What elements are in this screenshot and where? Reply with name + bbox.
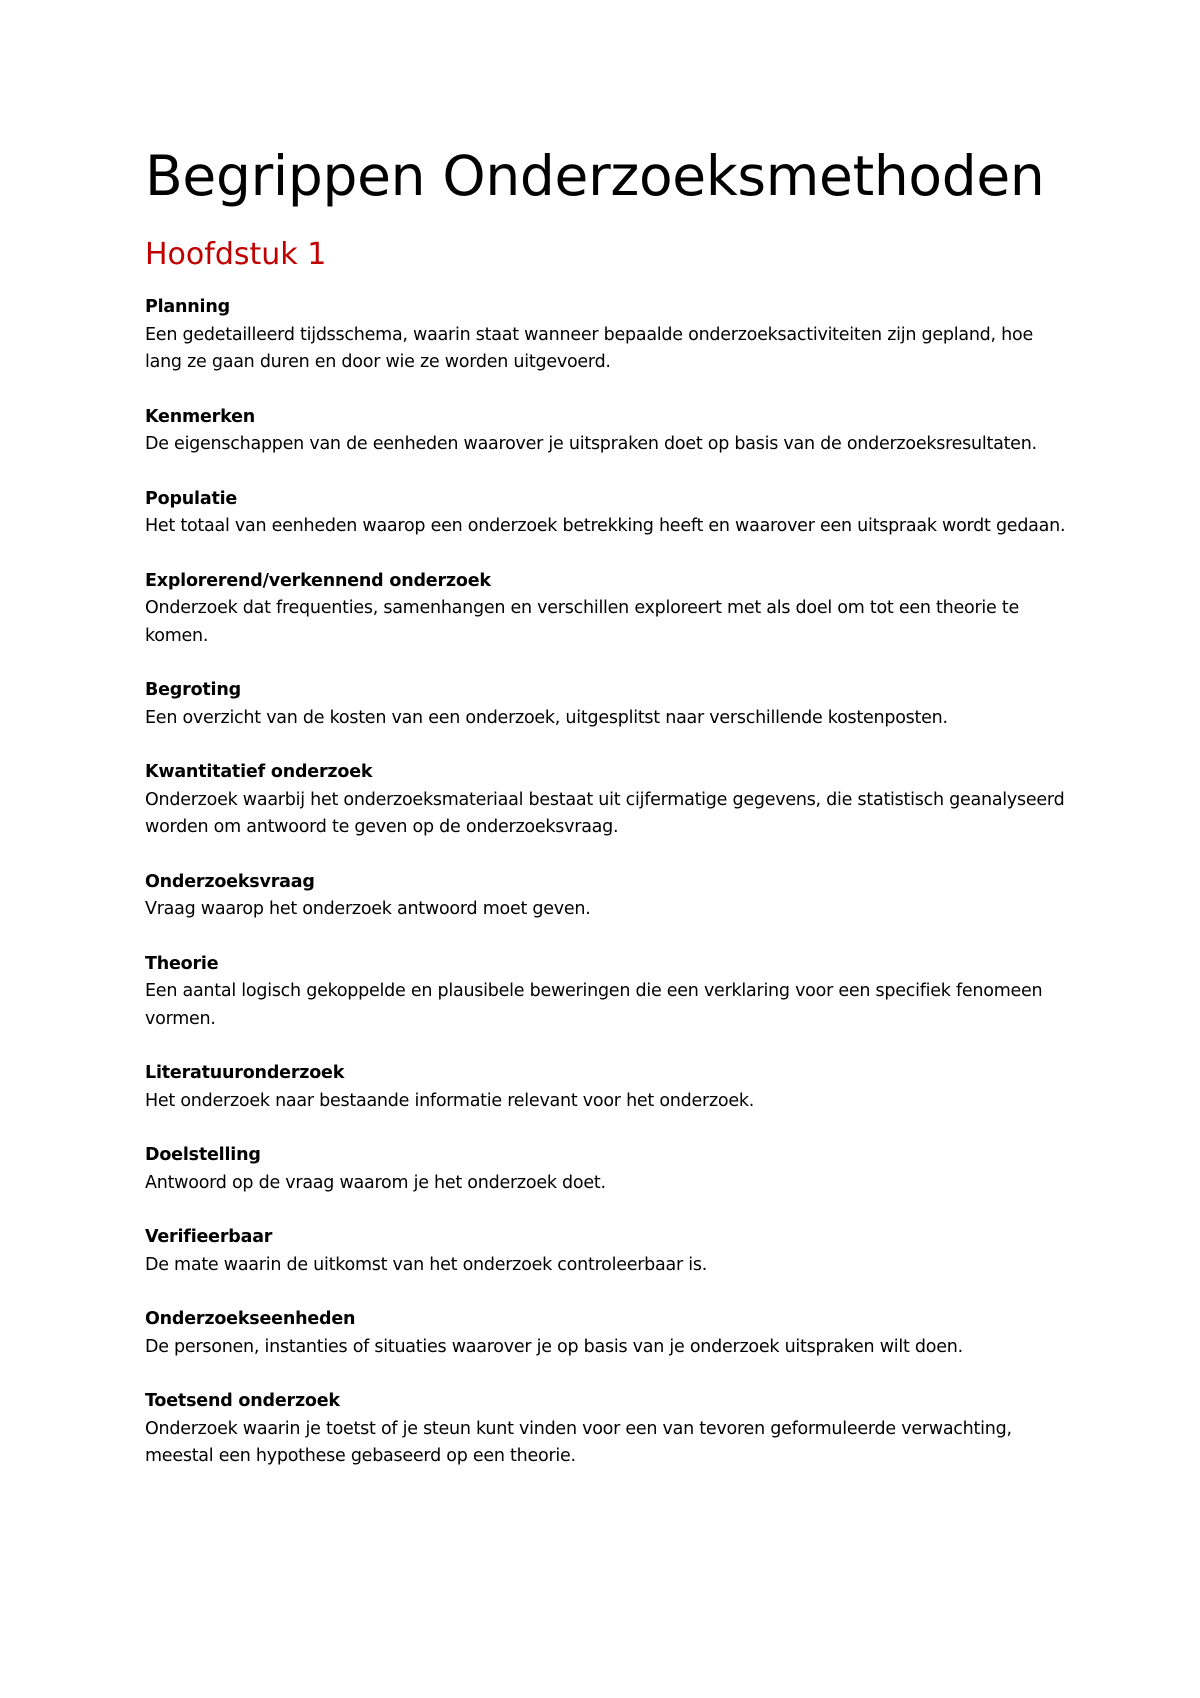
term-begroting: [145, 677, 1075, 732]
term-definition: Onderzoek waarin je toetst of je steun kunt vinden voor een van tevoren geformuleerde verwachting, meestal een hypothese gebaseerd op een theorie.: [145, 1418, 1012, 1466]
term-name: Kenmerken: [145, 406, 256, 427]
term-name: Onderzoeksvraag: [145, 871, 315, 892]
chapter-heading: Hoofdstuk 1: [145, 237, 327, 272]
term-definition: Vraag waarop het onderzoek antwoord moet geven.: [145, 899, 591, 919]
term-onderzoeksvraag: [145, 869, 1075, 924]
term-doelstelling: [145, 1142, 1075, 1197]
document-content: [145, 142, 1075, 1498]
term-definition: Onderzoek waarbij het onderzoeksmateriaal bestaat uit cijfermatige gegevens, die statistisch geanalyseerd worden om antwoord te geven op de onderzoeksvraag.: [145, 789, 1065, 837]
term-kenmerken: [145, 404, 1075, 459]
term-name: Toetsend onderzoek: [145, 1391, 340, 1411]
term-definition: Onderzoek dat frequenties, samenhangen en verschillen exploreert met als doel om tot een theorie te komen.: [145, 598, 1019, 646]
term-definition: De mate waarin de uitkomst van het onderzoek controleerbaar is.: [145, 1254, 708, 1275]
term-name: Theorie: [145, 953, 219, 974]
term-definition: Het onderzoek naar bestaande informatie relevant voor het onderzoek.: [145, 1090, 755, 1111]
term-name: Planning: [145, 297, 230, 317]
term-name: Explorerend/verkennend onderzoek: [145, 570, 491, 591]
term-name: Verifieerbaar: [145, 1227, 273, 1247]
term-name: Kwantitatief onderzoek: [145, 762, 373, 782]
term-definition: Een overzicht van de kosten van een onderzoek, uitgesplitst naar verschillende kostenposten.: [145, 707, 948, 728]
term-definition: De personen, instanties of situaties waarover je op basis van je onderzoek uitspraken wilt doen.: [145, 1336, 963, 1357]
term-definition: De eigenschappen van de eenheden waarover je uitspraken doet op basis van de onderzoeksresultaten.: [145, 434, 1037, 454]
term-theorie: [145, 951, 1075, 1034]
term-verifieerbaar: [145, 1224, 1075, 1279]
term-definition: Het totaal van eenheden waarop een onderzoek betrekking heeft en waarover een uitspraak wordt gedaan.: [145, 516, 1066, 536]
term-definition: Een aantal logisch gekoppelde en plausibele beweringen die een verklaring voor een specifiek fenomeen vormen.: [145, 981, 1043, 1029]
term-name: Onderzoekseenheden: [145, 1309, 356, 1329]
term-onderzoekseenheden: [145, 1306, 1075, 1361]
term-name: Begroting: [145, 680, 241, 700]
term-definition: Antwoord op de vraag waarom je het onderzoek doet.: [145, 1172, 606, 1193]
term-literatuuronderzoek: [145, 1060, 1075, 1115]
term-name: Doelstelling: [145, 1145, 261, 1165]
term-toetsend-onderzoek: [145, 1388, 1075, 1471]
term-planning: [145, 294, 1075, 377]
term-explorerend-onderzoek: [145, 568, 1075, 651]
document-title: Begrippen Onderzoeksmethoden: [145, 144, 1045, 208]
term-populatie: [145, 486, 1075, 541]
term-definition: Een gedetailleerd tijdsschema, waarin staat wanneer bepaalde onderzoeksactiviteiten zijn gepland, hoe lang ze gaan duren en door wie ze worden uitgevoerd.: [145, 324, 1033, 372]
term-kwantitatief-onderzoek: [145, 759, 1075, 842]
term-name: Populatie: [145, 488, 238, 509]
term-name: Literatuuronderzoek: [145, 1063, 345, 1083]
